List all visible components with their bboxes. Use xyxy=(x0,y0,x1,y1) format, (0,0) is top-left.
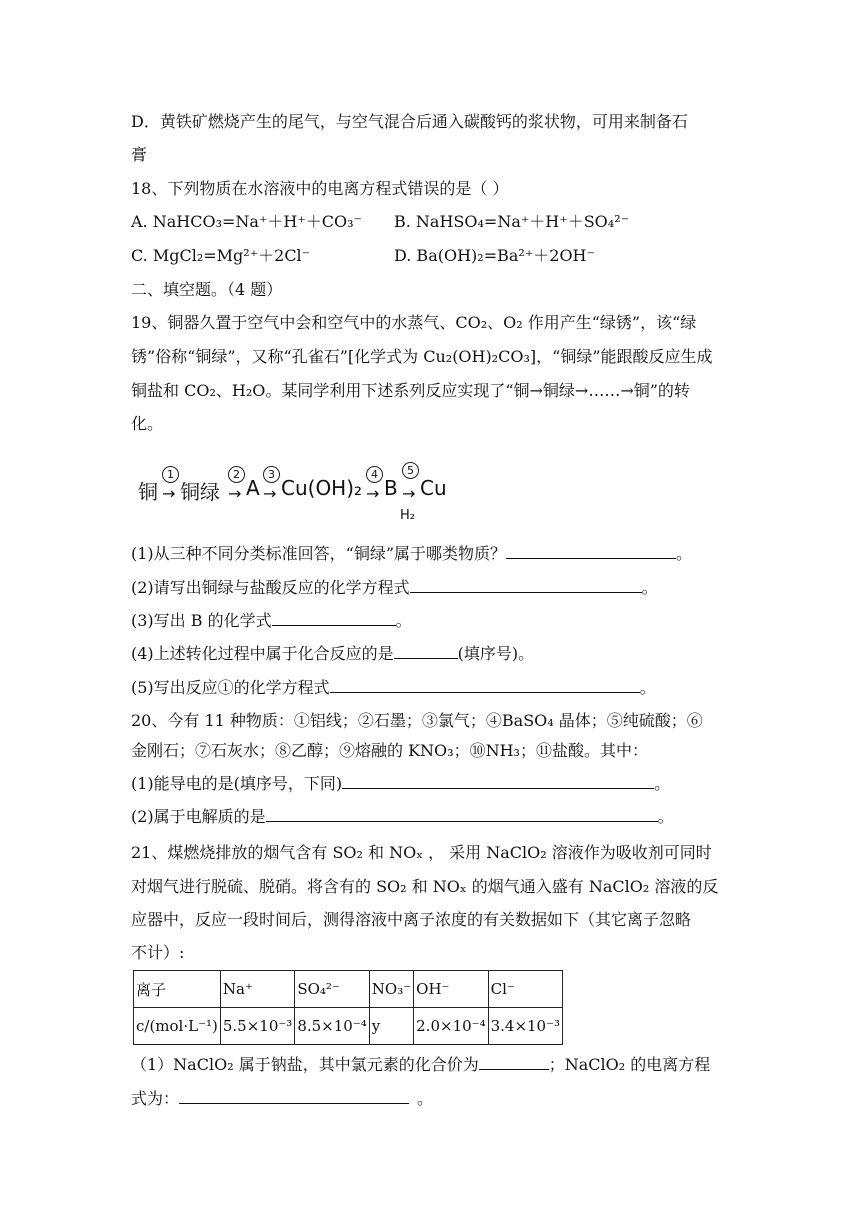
q21-line1: 21、煤燃烧排放的烟气含有 SO₂ 和 NOₓ ， 采用 NaClO₂ 溶液作为吸收剂可同时 xyxy=(131,843,712,862)
q18-option-b: B. NaHSO₄=Na⁺＋H⁺＋SO₄²⁻ xyxy=(394,212,630,231)
q21-line4: 不计）: xyxy=(131,943,185,962)
scheme-verdigris: 铜绿 xyxy=(180,480,220,504)
answer-blank[interactable] xyxy=(272,611,396,626)
arrow-3-icon: → xyxy=(263,484,277,503)
scheme-reagent: H₂ xyxy=(400,508,415,523)
table-header-cell: Cl⁻ xyxy=(488,971,562,1008)
answer-blank[interactable] xyxy=(179,1089,409,1104)
q17-option-d-line2: 膏 xyxy=(131,145,148,164)
q18-option-a: A. NaHCO₃=Na⁺＋H⁺＋CO₃⁻ xyxy=(131,212,363,231)
q19-part1: (1)从三种不同分类标准回答，“铜绿”属于哪类物质？ 。 xyxy=(131,544,693,563)
answer-blank[interactable] xyxy=(479,1055,549,1070)
arrow-5-icon: → xyxy=(402,484,416,503)
step-2-label: 2 xyxy=(228,466,245,483)
table-cell: 2.0×10⁻⁴ xyxy=(414,1008,488,1045)
scheme-cuoh2: Cu(OH)₂ xyxy=(281,476,363,500)
q19-part4: (4)上述转化过程中属于化合反应的是 (填序号)。 xyxy=(131,644,535,663)
q21-line3: 应器中，反应一段时间后，测得溶液中离子浓度的有关数据如下（其它离子忽略 xyxy=(131,910,692,929)
q18-stem: 18、下列物质在水溶液中的电离方程式错误的是（ ） xyxy=(131,179,509,198)
table-header-cell: OH⁻ xyxy=(414,971,488,1008)
step-1-label: 1 xyxy=(162,466,179,483)
q20-line2: 金刚石；⑦石灰水；⑧乙醇；⑨熔融的 KNO₃；⑩NH₃；⑪盐酸。其中： xyxy=(131,741,648,760)
answer-blank[interactable] xyxy=(266,807,658,822)
table-cell: c/(mol·L⁻¹) xyxy=(134,1008,221,1045)
table-header-cell: SO₄²⁻ xyxy=(295,971,369,1008)
table-header-cell: Na⁺ xyxy=(220,971,294,1008)
q19-line1: 19、铜器久置于空气中会和空气中的水蒸气、CO₂、O₂ 作用产生“绿锈”，该“绿 xyxy=(131,313,697,332)
table-cell: 5.5×10⁻³ xyxy=(220,1008,294,1045)
q19-line3: 铜盐和 CO₂、H₂O。某同学利用下述系列反应实现了“铜→铜绿→……→铜”的转 xyxy=(131,381,690,400)
q20-part1: (1)能导电的是(填序号，下同) 。 xyxy=(131,774,671,793)
section-heading: 二、填空题。（4 题） xyxy=(131,280,283,299)
q20-line1: 20、今有 11 种物质：①铝线；②石墨；③氯气；④BaSO₄ 晶体；⑤纯硫酸；⑥ xyxy=(131,711,703,730)
q21-part1-line2: 式为： 。 xyxy=(131,1089,434,1108)
table-cell: 3.4×10⁻³ xyxy=(488,1008,562,1045)
q19-part3: (3)写出 B 的化学式 。 xyxy=(131,611,412,630)
step-5-label: 5 xyxy=(402,462,419,479)
table-cell: 8.5×10⁻⁴ xyxy=(295,1008,369,1045)
q18-option-c: C. MgCl₂=Mg²⁺＋2Cl⁻ xyxy=(131,246,311,265)
answer-blank[interactable] xyxy=(394,644,458,659)
answer-blank[interactable] xyxy=(410,578,642,593)
answer-blank[interactable] xyxy=(330,678,640,693)
answer-blank[interactable] xyxy=(506,544,676,559)
table-cell: y xyxy=(369,1008,413,1045)
table-row xyxy=(134,1008,563,1045)
q19-line4: 化。 xyxy=(131,414,164,433)
scheme-a: A xyxy=(246,476,260,500)
reaction-scheme xyxy=(138,466,458,526)
table-header-cell: NO₃⁻ xyxy=(369,971,413,1008)
arrow-1-icon: → xyxy=(162,484,176,503)
q20-part2: (2)属于电解质的是 。 xyxy=(131,807,674,826)
step-3-label: 3 xyxy=(263,466,280,483)
q19-part5: (5)写出反应①的化学方程式 。 xyxy=(131,678,656,697)
arrow-2-icon: → xyxy=(228,484,242,503)
scheme-b: B xyxy=(384,476,398,500)
q19-part2: (2)请写出铜绿与盐酸反应的化学方程式 。 xyxy=(131,578,658,597)
q21-part1-line1: （1）NaClO₂ 属于钠盐，其中氯元素的化合价为 ；NaClO₂ 的电离方程 xyxy=(131,1055,711,1074)
q18-option-d: D. Ba(OH)₂=Ba²⁺＋2OH⁻ xyxy=(394,246,595,265)
scheme-cu: Cu xyxy=(420,476,447,500)
table-header-row xyxy=(134,971,563,1008)
step-4-label: 4 xyxy=(366,466,383,483)
answer-blank[interactable] xyxy=(342,774,654,789)
q17-option-d-line1: D．黄铁矿燃烧产生的尾气，与空气混合后通入碳酸钙的浆状物，可用来制备石 xyxy=(131,112,688,131)
table-header-cell: 离子 xyxy=(134,971,221,1008)
q19-line2: 锈”俗称“铜绿”，又称“孔雀石”[化学式为 Cu₂(OH)₂CO₃]，“铜绿”能跟酸反应生成 xyxy=(131,347,713,366)
q21-line2: 对烟气进行脱硫、脱硝。将含有的 SO₂ 和 NOₓ 的烟气通入盛有 NaClO₂ 溶液的反 xyxy=(131,877,719,896)
arrow-4-icon: → xyxy=(366,484,380,503)
ion-concentration-table xyxy=(133,970,563,1045)
scheme-copper: 铜 xyxy=(138,480,158,504)
